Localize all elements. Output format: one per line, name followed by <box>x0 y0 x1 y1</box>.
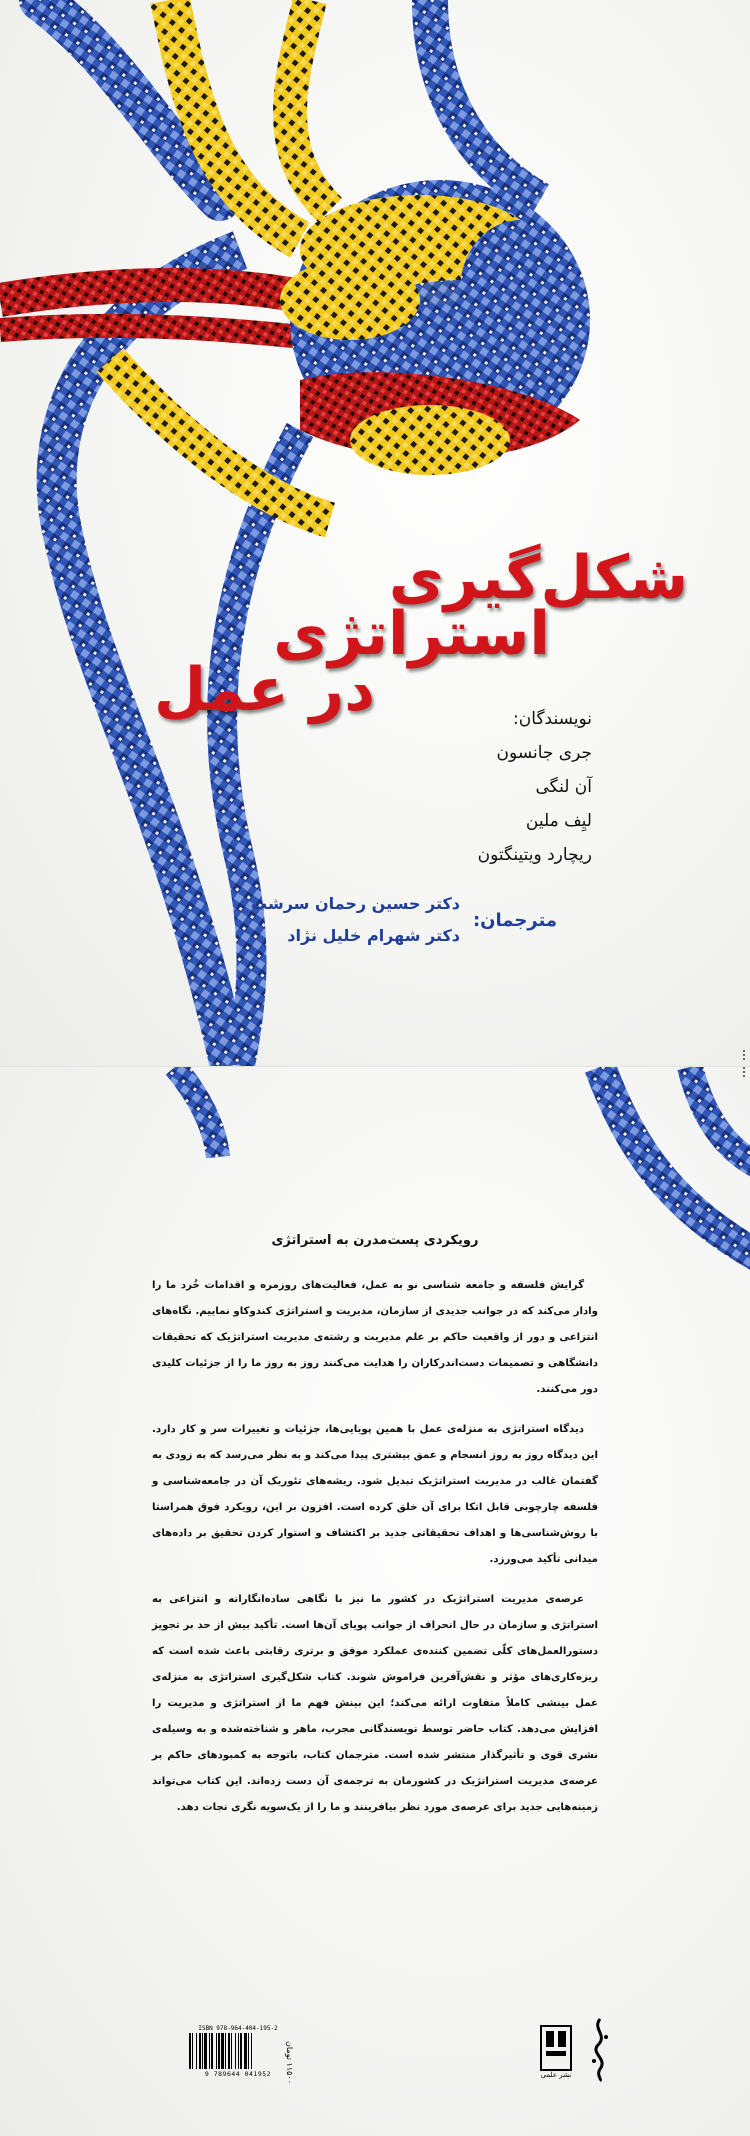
author-name: ریچارد ویتینگتون <box>477 845 592 865</box>
translator-name: دکتر شهرام خلیل نژاد <box>287 926 460 945</box>
translators-label: مترجمان: <box>472 910 557 931</box>
barcode-bar <box>248 2033 249 2069</box>
barcode-bar <box>189 2033 191 2069</box>
title-line-1: شکل‌گیری <box>388 543 688 613</box>
description-paragraph: دیدگاه استراتژی به منزله‌ی عمل با همین پویایی‌ها، جزئیات و تغییرات سر و کار دارد. این دیدگاه روز به روز انسجام و عمق بیشتری پیدا می‌کند و به نظر می‌رسد که به زودی به گفتمان غالب در مدیریت استراتژیک تبدیل شود. ریشه‌های تئوریک آن در جامعه‌شناسی و فلسفه چارچوبی قابل اتکا برای آن خلق کرده است. افزون بر این، رویکرد فوق همراستا با روش‌شناسی‌ها و اهداف تحقیقاتی جدید بر اکتشاف و استوار کردن تحقیق بر داده‌های میدانی تأکید می‌ورزد. <box>152 1424 598 1565</box>
title-line-2: استراتژی <box>273 599 550 669</box>
barcode-bar <box>221 2033 224 2069</box>
authors-block <box>332 702 592 872</box>
barcode-bar <box>235 2033 236 2069</box>
title-line-3: در عمل <box>154 655 375 725</box>
translators-block <box>251 888 460 952</box>
front-cover <box>0 0 750 1066</box>
barcode-bar <box>199 2033 201 2069</box>
back-heading: رویکردی پست‌مدرن به استراتژی <box>271 1233 479 1248</box>
publisher-logo-icon <box>540 2025 572 2071</box>
barcode-bars <box>189 2033 287 2069</box>
fold-mark <box>743 1050 748 1060</box>
back-description <box>152 1273 598 1835</box>
barcode-bar <box>225 2033 226 2069</box>
description-paragraph: گرایش فلسفه و جامعه شناسی نو به عمل، فعالیت‌های روزمره و اقدامات خُرد ما را وادار می‌کند که در جوانب جدیدی از سازمان، مدیریت و استراتژی کندوکاو نماییم. نگاه‌های انتزاعی و دور از واقعیت حاکم بر علم مدیریت و رشته‌ی مدیریت استراتژیک که تحقیقات دانشگاهی و تصمیمات دست‌اندرکاران را هدایت می‌کنند روز به روز ما را از جزئیات کلیدی دور می‌کنند. <box>152 1280 598 1395</box>
barcode-bar <box>202 2033 203 2069</box>
barcode-bar <box>211 2033 213 2069</box>
author-name: لیِف ملین <box>525 811 592 831</box>
author-name: جری جانسون <box>496 743 592 763</box>
description-paragraph: عرصه‌ی مدیریت استراتژیک در کشور ما نیز با نگاهی ساده‌انگارانه و انتزاعی به استراتژی و سازمان در حال انحراف از جوانب پویای آن‌ها است. تأکید بیش از حد بر تجویز دستورالعمل‌های کلّی تضمین کننده‌ی عملکرد موفق و برتری رقابتی باعث شده است که ریزه‌کاری‌های مؤثر و نقش‌آفرین فراموش شوند. کتاب شکل‌گیری استراتژی به منزله‌ی عمل بینشی کاملاً متفاوت ارائه می‌کند؛ این بینش فهم ما از استراتژی و مدیریت را افزایش می‌دهد. کتاب حاضر توسط نویسندگانی مجرب، ماهر و شناخته‌شده و به وسیله‌ی نشری قوی و تأثیرگذار منتشر شده است. مترجمان کتاب، باتوجه به کمبودهای حاکم بر عرصه‌ی مدیریت استراتژیک در کشورمان به ترجمه‌ی آن دست زده‌اند. این کتاب می‌تواند زمینه‌هایی جدید برای عرصه‌ی مورد نظر بیافرینند و ما را از یک‌سویه نگری نجات دهد. <box>152 1594 598 1813</box>
price-label: ۱۱۵۰۰ تومان <box>285 2041 294 2084</box>
barcode-bar <box>251 2033 252 2069</box>
barcode-bar <box>228 2033 230 2069</box>
isbn-label: ISBN 978-964-404-195-2 <box>198 2025 278 2032</box>
publisher-name: نشر علمی <box>540 2071 572 2079</box>
translator-name: دکتر حسین رحمان سرشت <box>251 894 460 913</box>
imprint-calligraphy-logo-icon <box>588 2017 612 2083</box>
author-name: آن لنگی <box>535 777 592 797</box>
barcode-bar <box>209 2033 210 2069</box>
barcode-bar <box>218 2033 220 2069</box>
back-cover <box>0 1066 750 2136</box>
barcode-bar <box>196 2033 197 2069</box>
fold-mark <box>743 1067 748 1077</box>
barcode-bar <box>231 2033 232 2069</box>
barcode-bar <box>240 2033 242 2069</box>
authors-label: نویسندگان: <box>513 709 592 729</box>
barcode-bar <box>216 2033 217 2069</box>
barcode-bar <box>192 2033 193 2069</box>
barcode-number: 9 789644 041952 <box>204 2070 272 2078</box>
barcode-bar <box>238 2033 239 2069</box>
isbn-barcode <box>185 2025 291 2081</box>
barcode-bar <box>204 2033 207 2069</box>
barcode-bar <box>244 2033 247 2069</box>
